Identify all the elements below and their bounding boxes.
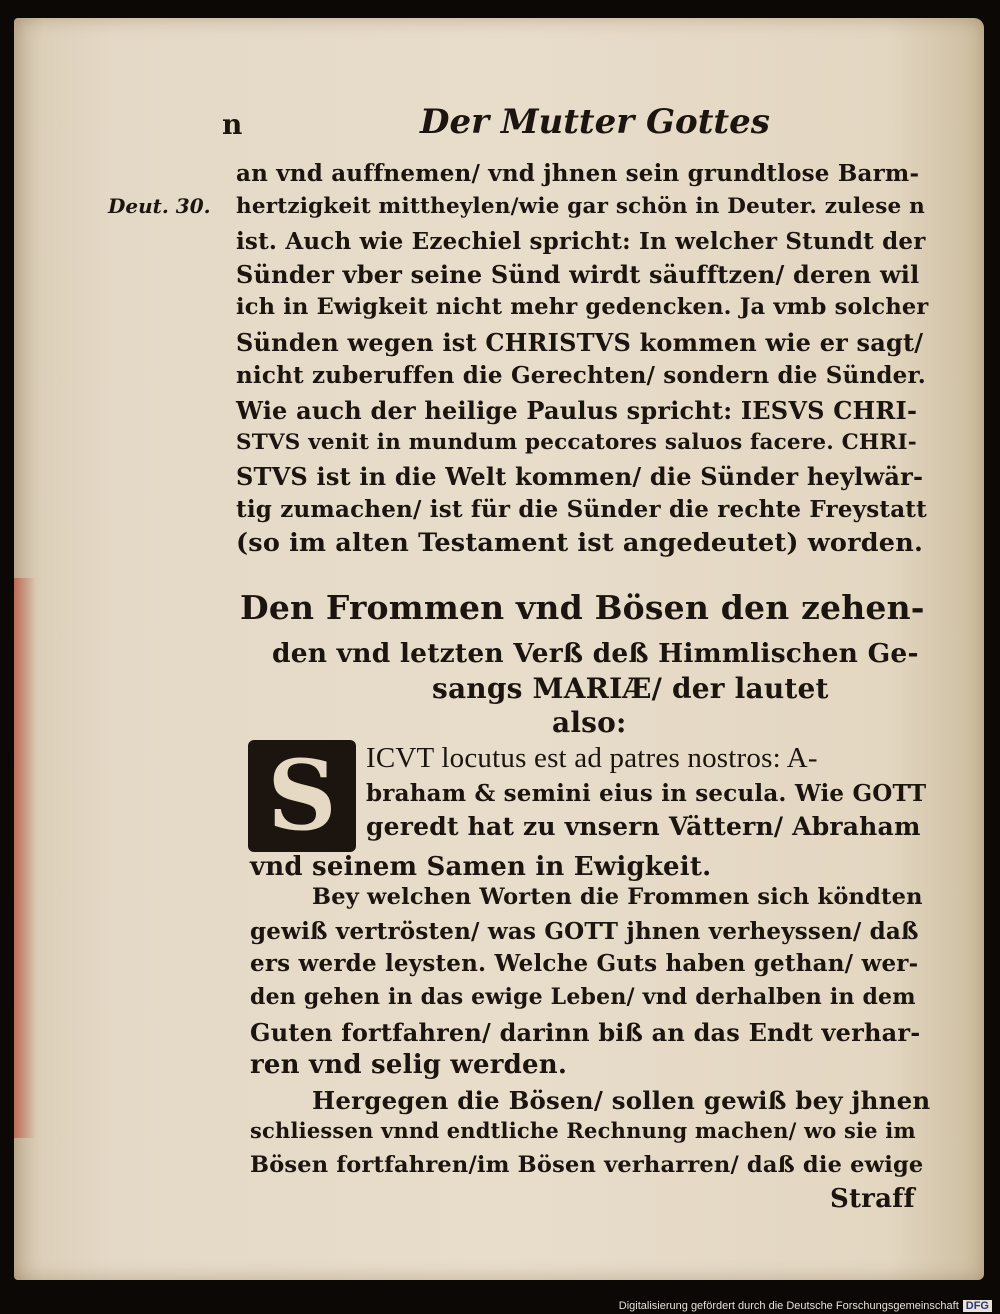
margin-note: Deut. 30. (108, 194, 211, 218)
decorative-initial (248, 740, 356, 852)
text-line: ers werde leysten. Welche Guts haben gethan/ wer- (250, 950, 919, 977)
catchword: Straff (830, 1184, 915, 1214)
section-title-line: sangs MARIÆ/ der lautet (432, 672, 829, 705)
text-line: den gehen in das ewige Leben/ vnd derhalben in dem (250, 984, 916, 1010)
text-line: braham & semini eius in secula. Wie GOTT (366, 780, 927, 807)
text-line: tig zumachen/ ist für die Sünder die rechte Freystatt (236, 496, 927, 523)
text-line: hertzigkeit mittheylen/wie gar schön in Deuter. zulese n (236, 194, 925, 219)
text-line: (so im alten Testament ist angedeutet) worden. (236, 528, 924, 558)
footer-text: Digitalisierung gefördert durch die Deutsche Forschungsgemeinschaft (618, 1300, 959, 1312)
text-line: STVS ist in die Welt kommen/ die Sünder heylwär- (236, 462, 924, 491)
section-title-line: also: (552, 706, 627, 739)
text-line: ist. Auch wie Ezechiel spricht: In welcher Stundt der (236, 228, 926, 255)
section-title-line: den vnd letzten Verß deß Himmlischen Ge- (272, 638, 919, 669)
text-line: Guten fortfahren/ darinn biß an das Endt verhar- (250, 1018, 921, 1047)
text-line: vnd seinem Samen in Ewigkeit. (250, 852, 712, 882)
text-line: STVS venit in mundum peccatores saluos facere. CHRI- (236, 430, 917, 455)
text-line: Wie auch der heilige Paulus spricht: IESVS CHRI- (236, 396, 918, 425)
red-page-edge (14, 578, 36, 1138)
footer-credit (619, 1300, 992, 1312)
text-line: Bösen fortfahren/im Bösen verharren/ daß die ewige (250, 1152, 924, 1178)
page-number: n (222, 108, 243, 141)
text-line: an vnd auffnemen/ vnd jhnen sein grundtlose Barm- (236, 160, 920, 187)
text-line: Sünder vber seine Sünd wirdt säufftzen/ deren wil (236, 260, 920, 289)
text-line: nicht zuberuffen die Gerechten/ sondern die Sünder. (236, 362, 926, 389)
text-line: Hergegen die Bösen/ sollen gewiß bey jhnen (312, 1086, 931, 1115)
section-title-line: Den Frommen vnd Bösen den zehen- (240, 588, 925, 627)
text-line: Bey welchen Worten die Frommen sich köndten (312, 884, 923, 910)
text-line: geredt hat zu vnsern Vättern/ Abraham (366, 812, 921, 841)
text-line: ich in Ewigkeit nicht mehr gedencken. Ja vmb solcher (236, 294, 929, 320)
text-line: Sünden wegen ist CHRISTVS kommen wie er sagt/ (236, 328, 924, 357)
running-head: Der Mutter Gottes (420, 102, 770, 142)
text-line: gewiß vertrösten/ was GOTT jhnen verheyssen/ daß (250, 918, 919, 945)
dfg-logo: DFG (963, 1300, 992, 1312)
initial-letter: S (267, 739, 337, 852)
text-line: ICVT locutus est ad patres nostros: A- (366, 742, 818, 774)
text-line: schliessen vnnd endtliche Rechnung machen/ wo sie im (250, 1118, 916, 1143)
text-line: ren vnd selig werden. (250, 1050, 568, 1080)
